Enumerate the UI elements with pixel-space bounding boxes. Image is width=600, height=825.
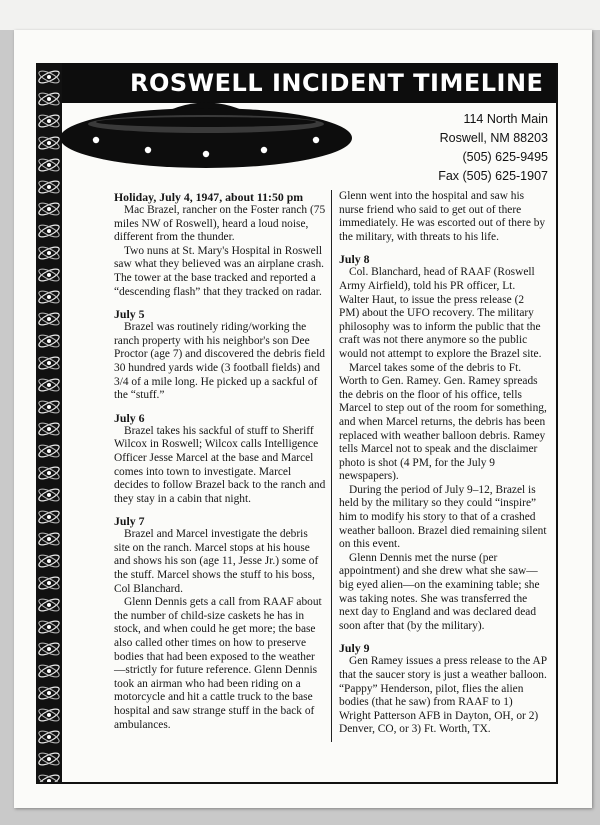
page-title: ROSWELL INCIDENT TIMELINE bbox=[130, 69, 544, 97]
fax-number: Fax (505) 625-1907 bbox=[438, 169, 548, 183]
section-heading-july-7: July 7 bbox=[114, 514, 145, 529]
section-heading-july-9: July 9 bbox=[339, 641, 370, 656]
paragraph: Col. Blanchard, head of RAAF (Roswell Army Airfield), told his PR officer, Lt. Walter Haut, to issue the press release (2 PM) about the UFO recovery. The military philosophy was to inform the public that the craft was not there anymore so the public would not attempt to explore the Brazel site. bbox=[339, 266, 542, 360]
section-heading-july-4: Holiday, July 4, 1947, about 11:50 pm bbox=[114, 190, 304, 204]
paragraph: Two nuns at St. Mary's Hospital in Roswell saw what they believed was an airplane crash. The tower at the base tracked and reported a “descending flash” that they tracked on radar. bbox=[114, 244, 325, 298]
paragraph: During the period of July 9–12, Brazel is held by the military so they could “inspire” him to modify his story to that of a crashed weather balloon. Brazel died remaining silent on this event. bbox=[339, 483, 547, 551]
address-line-1: 114 North Main bbox=[463, 112, 548, 126]
paragraph: Glenn Dennis met the nurse (per appointment) and she drew what she saw—big eyed alien—on the examining table; she was taking notes. She was transferred the next day to England and was declared dead soon after that (by the military). bbox=[339, 551, 540, 632]
left-column bbox=[114, 190, 326, 732]
section-heading-july-6: July 6 bbox=[114, 410, 145, 425]
paragraph: Glenn went into the hospital and saw his nurse friend who said to get out of there immediately. He was escorted out of there by the military, with threats to his life. bbox=[339, 190, 546, 243]
address-line-2: Roswell, NM 88203 bbox=[439, 131, 548, 145]
paragraph: Brazel and Marcel investigate the debris site on the ranch. Marcel stops at his house and shows his son (age 11, Jesse Jr.) some of the stuff. Marcel shows the stuff to his boss, Col Blanchard. bbox=[114, 528, 319, 595]
right-column bbox=[339, 190, 547, 737]
scan-background bbox=[0, 0, 600, 30]
flying-saucer-icon bbox=[56, 90, 356, 185]
section-heading-july-8: July 8 bbox=[339, 252, 370, 267]
phone-number: (505) 625-9495 bbox=[462, 150, 548, 164]
paragraph: Brazel takes his sackful of stuff to Sheriff Wilcox in Roswell; Wilcox calls Intelligence Officer Jesse Marcel at the base and Marcel comes into town to investigate. Marcel decides to follow Brazel back to the ranch and they stay in a cabin that night. bbox=[114, 424, 326, 505]
paragraph: Mac Brazel, rancher on the Foster ranch (75 miles NW of Roswell), heard a loud noise, different from the thunder. bbox=[114, 204, 326, 244]
column-divider bbox=[331, 190, 332, 742]
paragraph: Glenn Dennis gets a call from RAAF about the number of child-size caskets he has in stock, and when could he get more; the base also called other times on how to preserve bodies that had been exposed to the weather—strictly for future reference. Glenn Dennis took an airman who had been riding on a motorcycle and hit a cattle truck to the base hospital and saw strange stuff in the back of ambulances. bbox=[114, 596, 322, 731]
paragraph: Gen Ramey issues a press release to the AP that the saucer story is just a weather balloon. “Pappy” Henderson, pilot, flies the alien bodies (that he saw) from RAAF to 1) Wright Patterson AFB in Dayton, OH, or 2) Denver, CO, or 3) Ft. Worth, TX. bbox=[339, 655, 547, 736]
section-heading-july-5: July 5 bbox=[114, 307, 145, 322]
paragraph: Brazel was routinely riding/working the ranch property with his neighbor's son Dee Proctor (age 7) and discovered the debris field 30 hundred yards wide (3 football fields) and 3/4 of a mile long. He picked up a sackful of the “stuff.” bbox=[114, 321, 325, 402]
paragraph: Marcel takes some of the debris to Ft. Worth to Gen. Ramey. Gen. Ramey spreads the debris on the floor of his office, tells Marcel to step out of the room for something, and when Marcel returns, the debris has been replaced with weather balloon debris. Ramey tells Marcel not to speak and the disclaimer photo is shot (4 PM, for the July 9 newspapers). bbox=[339, 361, 547, 483]
contact-block bbox=[438, 110, 548, 186]
